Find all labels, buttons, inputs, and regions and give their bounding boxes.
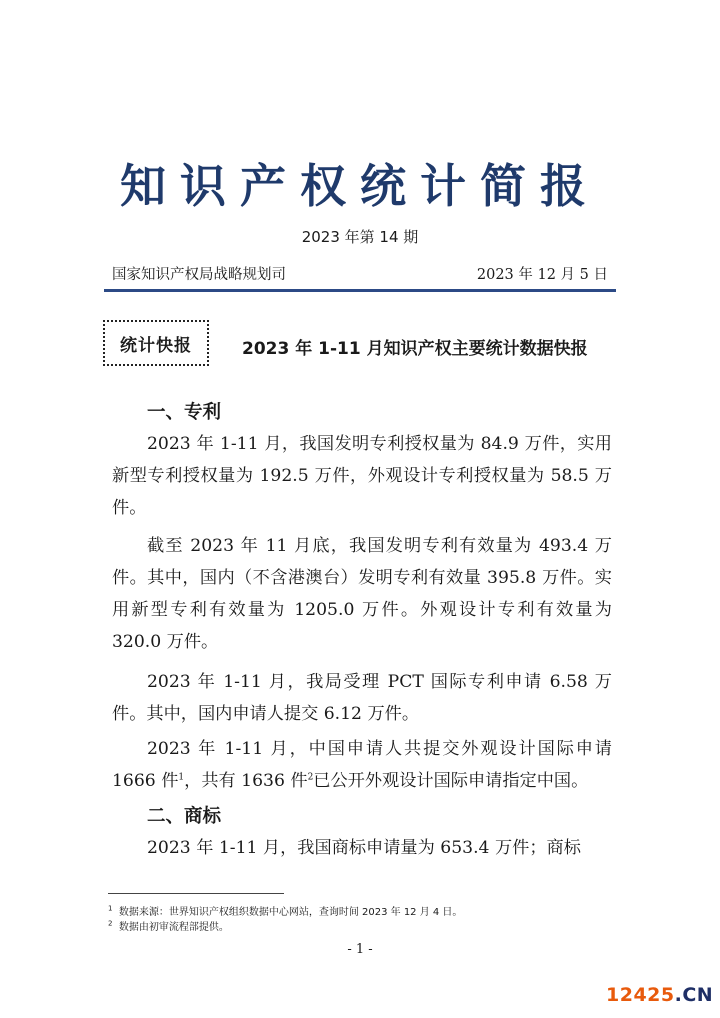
- header-divider: [104, 289, 616, 292]
- footnote-2: $^2$ 数据由初审流程部提供。: [108, 919, 229, 933]
- paragraph-trademark: 2023 年 1-11 月，我国商标申请量为 653.4 万件；商标: [147, 838, 581, 858]
- section-heading-trademark: 二、商标: [147, 806, 222, 827]
- document-title: 知识产权统计简报: [120, 159, 600, 213]
- paragraph-patent-grants: 2023 年 1-11 月，我国发明专利授权量为 84.9 万件，实用新型专利授权量为 192.5 万件，外观设计专利授权量为 58.5 万件。: [112, 434, 612, 518]
- footnote-1: $^1$ 数据来源：世界知识产权组织数据中心网站，查询时间 2023 年 12 月 4 日。: [108, 904, 463, 918]
- section-heading-patent: 一、专利: [147, 402, 222, 423]
- report-title: 2023 年 1-11 月知识产权主要统计数据快报: [242, 339, 588, 359]
- paragraph-design-intl: 2023 年 1-11 月，中国申请人共提交外观设计国际申请 1666 件$^1$，共有 1636 件$^2$已公开外观设计国际申请指定中国。: [112, 739, 612, 791]
- issuing-organization: 国家知识产权局战略规划司: [112, 267, 286, 283]
- issue-date: 2023 年 12 月 5 日: [476, 267, 608, 283]
- paragraph-pct: 2023 年 1-11 月，我局受理 PCT 国际专利申请 6.58 万件。其中，国内申请人提交 6.12 万件。: [112, 672, 612, 724]
- page-number: - 1 -: [347, 942, 373, 957]
- footnote-ref-2: 2: [307, 772, 314, 783]
- paragraph-patent-valid: 截至 2023 年 11 月底，我国发明专利有效量为 493.4 万件。其中，国内（不含港澳台）发明专利有效量 395.8 万件。实用新型专利有效量为 1205.0 万件。外观设计专利有效量为 320.0 万件。: [112, 536, 612, 652]
- issue-number: 2023 年第 14 期: [301, 228, 419, 246]
- badge-label: 统计快报: [120, 335, 192, 356]
- flash-report-badge: [103, 320, 209, 366]
- footnote-divider: [108, 893, 284, 894]
- footnote-ref-1: 1: [178, 772, 185, 783]
- site-watermark: 12425.CN: [606, 984, 714, 1006]
